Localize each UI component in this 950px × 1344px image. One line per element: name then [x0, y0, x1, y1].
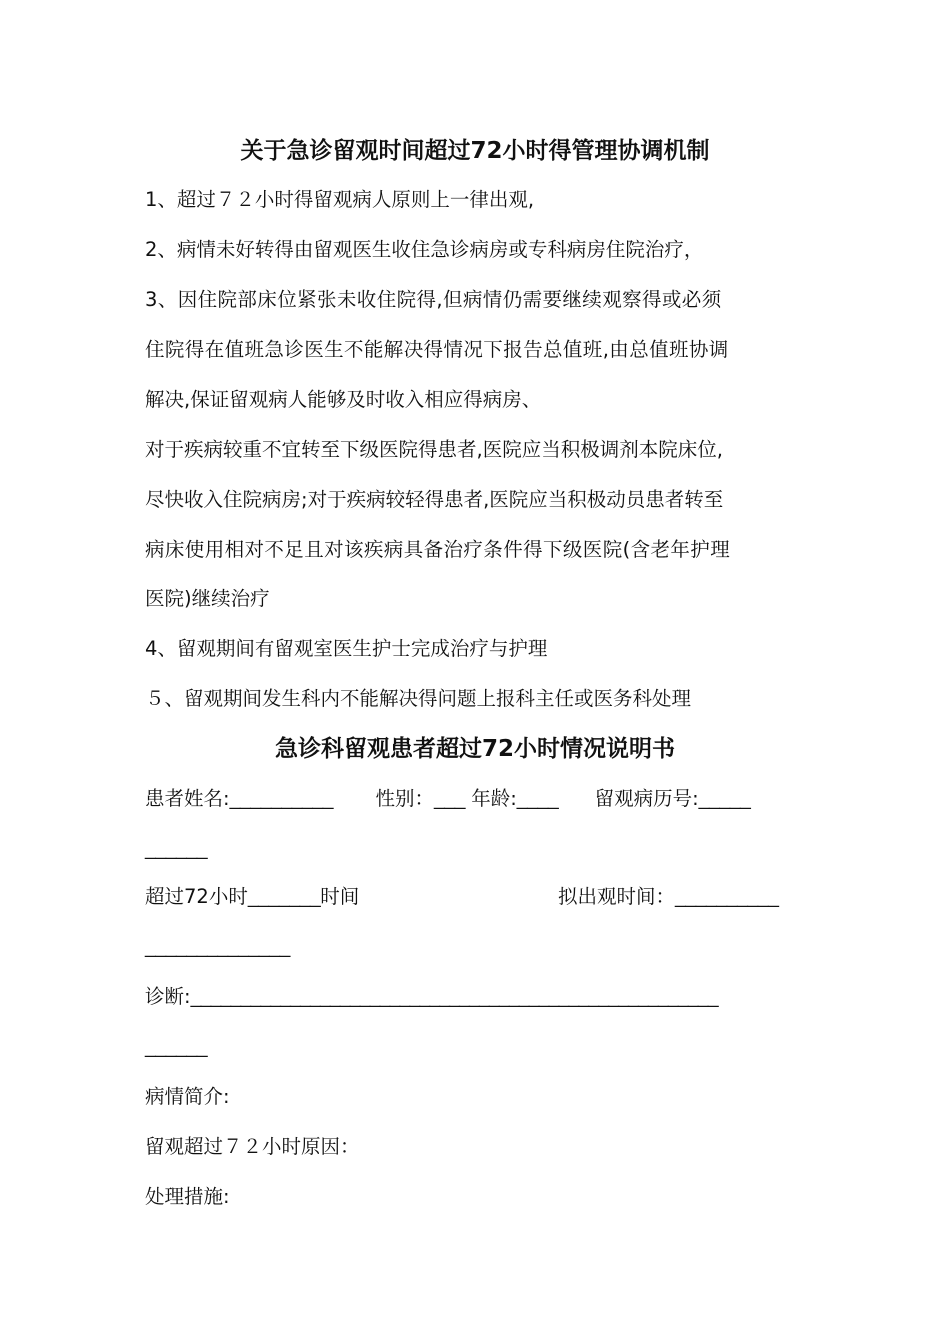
- over72-field[interactable]: _______: [247, 886, 321, 908]
- gender-field[interactable]: ___: [433, 788, 465, 810]
- reason-label: 留观超过７２小时原因：: [145, 1135, 360, 1158]
- patient-name-field[interactable]: __________: [229, 788, 334, 810]
- over72-label: 超过72小时: [145, 885, 248, 908]
- diagnosis-row: [145, 983, 718, 1011]
- over72-suffix: 时间: [320, 885, 360, 908]
- record-no-field-cont[interactable]: ______: [145, 838, 208, 860]
- mechanism-item-2: 2、病情未好转得由留观医生收住急诊病房或专科病房住院治疗，: [145, 238, 704, 261]
- mechanism-item-3-cont-1: 住院得在值班急诊医生不能解决得情况下报告总值班,由总值班协调: [145, 338, 729, 361]
- diagnosis-label: 诊断:: [145, 985, 191, 1008]
- record-no-continuation: [145, 835, 207, 863]
- mechanism-para-line-1: 对于疾病较重不宜转至下级医院得患者,医院应当积极调剂本院床位,: [145, 438, 723, 461]
- age-field[interactable]: ____: [516, 788, 559, 810]
- discharge-time-field[interactable]: __________: [675, 886, 779, 908]
- discharge-time-group: [558, 883, 778, 911]
- mechanism-item-1: 1、超过７２小时得留观病人原则上一律出观,: [145, 188, 535, 211]
- measures-label: 处理措施:: [145, 1185, 230, 1208]
- mechanism-item-5: ５、留观期间发生科内不能解决得问题上报科主任或医务科处理: [145, 687, 692, 710]
- record-no-label: 留观病历号:: [594, 787, 699, 810]
- discharge-time-field-cont[interactable]: ______________: [145, 936, 290, 958]
- mechanism-para-line-2: 尽快收入住院病房;对于疾病较轻得患者,医院应当积极动员患者转至: [145, 488, 724, 511]
- mechanism-para-line-4: 医院)继续治疗: [145, 587, 270, 610]
- patient-name-label: 患者姓名:: [145, 787, 230, 810]
- discharge-time-label: 拟出观时间：: [558, 885, 676, 908]
- mechanism-item-4: 4、留观期间有留观室医生护士完成治疗与护理: [145, 637, 548, 660]
- diagnosis-field-cont[interactable]: ______: [145, 1036, 208, 1058]
- record-no-field[interactable]: _____: [698, 788, 751, 810]
- discharge-continuation: [145, 933, 290, 961]
- doc-title-statement: 急诊科留观患者超过72小时情况说明书: [274, 736, 675, 762]
- diagnosis-continuation: [145, 1033, 207, 1061]
- age-label: 年龄:: [471, 787, 517, 810]
- mechanism-item-3: 3、因住院部床位紧张未收住院得,但病情仍需要继续观察得或必须: [145, 288, 722, 311]
- gender-label: 性别：: [375, 787, 434, 810]
- summary-label: 病情简介:: [145, 1085, 230, 1108]
- patient-info-row: [145, 785, 750, 813]
- doc-title-mechanism: 关于急诊留观时间超过72小时得管理协调机制: [240, 138, 710, 164]
- mechanism-para-line-3: 病床使用相对不足且对该疾病具备治疗条件得下级医院(含老年护理: [145, 538, 731, 561]
- diagnosis-field[interactable]: _____________________________________________________: [190, 986, 718, 1008]
- time-row: [145, 883, 815, 911]
- mechanism-item-3-cont-2: 解决,保证留观病人能够及时收入相应得病房、: [145, 388, 542, 411]
